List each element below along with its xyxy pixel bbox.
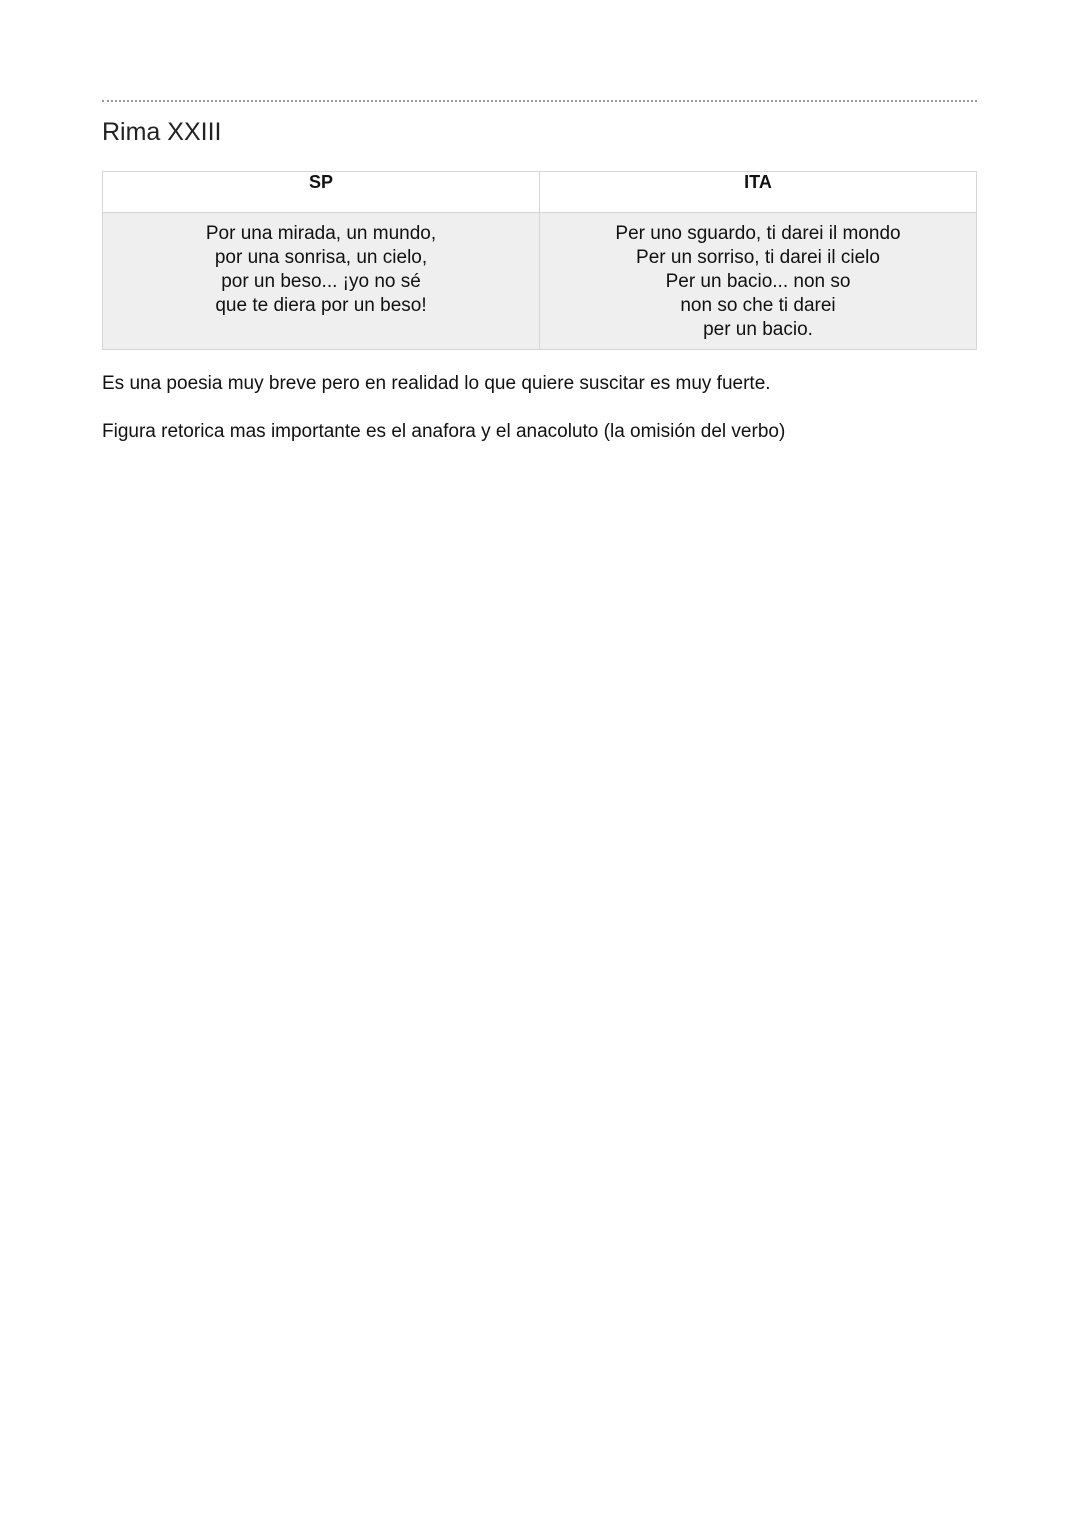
italian-verse-cell	[540, 213, 977, 350]
column-header-ita: ITA	[540, 172, 977, 213]
column-header-sp: SP	[103, 172, 540, 213]
table-header-row	[103, 172, 977, 213]
spanish-verse-cell	[103, 213, 540, 350]
italian-verse-line: non so che ti darei	[680, 295, 836, 316]
italian-verse-line: Per un sorriso, ti darei il cielo	[636, 247, 880, 268]
paragraph-summary: Es una poesia muy breve pero en realidad lo que quiere suscitar es muy fuerte.	[102, 373, 771, 394]
spanish-verse-line: por una sonrisa, un cielo,	[214, 247, 428, 268]
italian-verse-line: Per uno sguardo, ti darei il mondo	[615, 223, 901, 244]
spanish-verse-line: Por una mirada, un mundo,	[205, 223, 437, 244]
italian-verse-line: per un bacio.	[703, 319, 813, 340]
paragraph-rhetorical-figures: Figura retorica mas importante es el anafora y el anacoluto (la omisión del verbo)	[102, 421, 786, 442]
poem-translation-table	[102, 171, 977, 350]
spanish-verse-line: por un beso... ¡yo no sé	[221, 271, 421, 292]
spanish-verse-line: que te diera por un beso!	[215, 295, 427, 316]
italian-verse-line: Per un bacio... non so	[665, 271, 851, 292]
table-row	[103, 213, 977, 350]
page-title: Rima XXIII	[102, 118, 222, 146]
dotted-divider	[102, 100, 977, 102]
